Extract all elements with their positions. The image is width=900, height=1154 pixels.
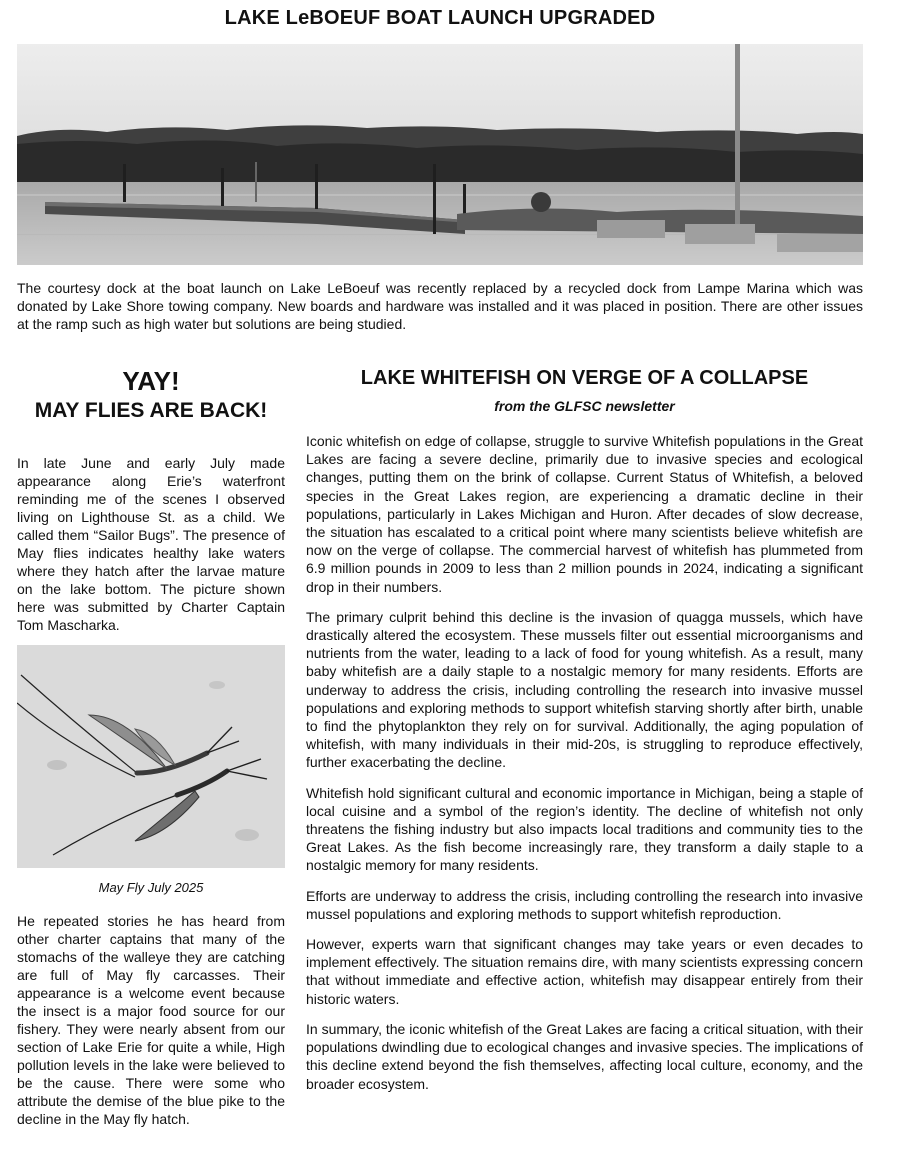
may-flies-headline: YAY! <box>122 366 180 396</box>
may-flies-paragraph-2: He repeated stories he has heard from other charter captains that many of the stomachs of the walleye they are catching are full of May fly carcasses. Their appearance is a welcome event because the insect is a major food source for our fishery. They were nearly absent from our section of Lake Erie for quite a while, High pollution levels in the lake were believed to be the cause. There were some who attribute the demise of the blue pike to the decline in the May fly hatch. <box>17 913 285 1127</box>
whitefish-paragraph: Iconic whitefish on edge of collapse, struggle to survive Whitefish populations in the Great Lakes are facing a severe decline, primarily due to invasive species and ecological changes, putting them on the brink of collapse. Current Status of Whitefish, a beloved species in the Great Lakes region, are experiencing a dramatic decline in their populations, particularly in Lakes Michigan and Huron. After decades of slow decrease, the situation has escalated to a critical point where many scientists believe whitefish are now on the verge of collapse. The commercial harvest of whitefish has plummeted from 6.9 million pounds in 2009 to less than 2 million pounds in 2024, indicating a significant drop in their numbers. <box>306 433 863 595</box>
may-fly-photo-caption: May Fly July 2025 <box>98 880 204 895</box>
whitefish-paragraph: Whitefish hold significant cultural and economic importance in Michigan, being a staple of local cuisine and a symbol of the region’s identity. The decline of whitefish not only threatens the fishing industry but also impacts local traditions and community ties to the Great Lakes. As the fish become increasingly rare, they transform a daily staple to a nostalgic memory for many residents. <box>306 784 863 874</box>
boat-launch-caption: The courtesy dock at the boat launch on Lake LeBoeuf was recently replaced by a recycled dock from Lampe Marina which was donated by Lake Shore towing company. New boards and hardware was installed and it was placed in position. There are other issues at the ramp such as high water but solutions are being studied. <box>17 280 863 332</box>
may-flies-column <box>17 366 285 1127</box>
whitefish-paragraph: In summary, the iconic whitefish of the Great Lakes are facing a critical situation, with their populations dwindling due to ecological changes and invasive species. The implications of this decline extend beyond the fish themselves, affecting local culture, economy, and the broader ecosystem. <box>306 1020 863 1092</box>
may-flies-paragraph-1: In late June and early July made appearance along Erie’s waterfront reminding me of the scenes I observed living on Lighthouse St. as a child. We called them “Sailor Bugs”. The presence of May flies indicates healthy lake waters where they hatch after the larvae mature on the lake bottom. The picture shown here was submitted by Charter Captain Tom Mascharka. <box>17 455 285 633</box>
whitefish-paragraph: The primary culprit behind this decline is the invasion of quagga mussels, which have drastically altered the ecosystem. These mussels filter out essential microorganisms and nutrients from the water, leading to a lack of food for young whitefish. As a result, many baby whitefish are a daily staple to a nostalgic memory for many residents. Efforts are underway to address the crisis, including controlling the research into invasive mussel populations and exploring methods to support whitefish starving shortly after birth, unable to find the phytoplankton they rely on for survival. Additionally, the aging population of whitefish, with many individuals in their mid-20s, is struggling to reproduce effectively, further exacerbating the decline. <box>306 608 863 771</box>
boat-launch-photo <box>17 44 863 265</box>
whitefish-body <box>306 432 863 1105</box>
whitefish-paragraph: However, experts warn that significant changes may take years or even decades to implement effectively. The situation remains dire, with many scientists expressing concern that without immediate and effective action, whitefish may disappear entirely from their historic waters. <box>306 936 863 1007</box>
whitefish-column <box>306 366 863 1092</box>
may-fly-photo <box>17 645 285 868</box>
article-title-boat-launch: LAKE LeBOEUF BOAT LAUNCH UPGRADED <box>224 7 656 29</box>
may-flies-subheadline: MAY FLIES ARE BACK! <box>34 399 268 422</box>
whitefish-source: from the GLFSC newsletter <box>494 398 675 414</box>
whitefish-paragraph: Efforts are underway to address the crisis, including controlling the research into invasive mussel populations and exploring methods to support whitefish reproduction. <box>306 887 863 922</box>
whitefish-headline: LAKE WHITEFISH ON VERGE OF A COLLAPSE <box>360 367 809 389</box>
